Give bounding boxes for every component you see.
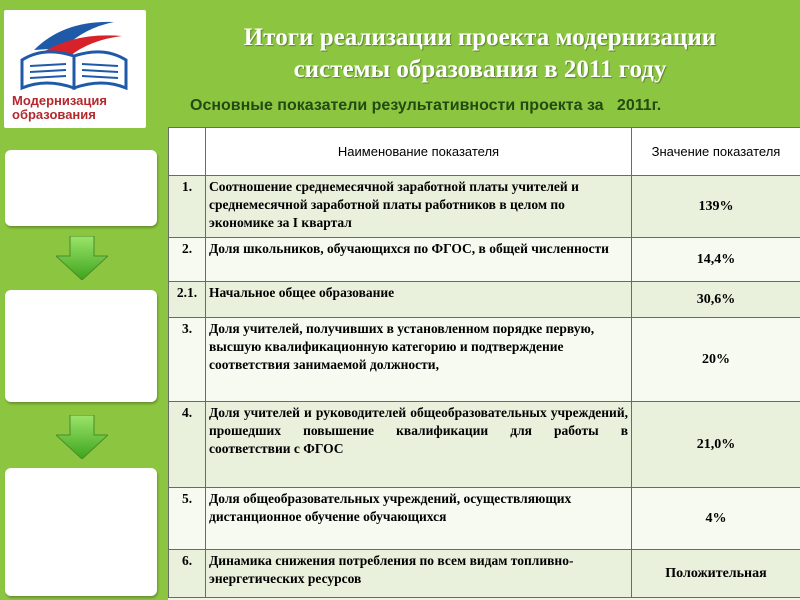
row-value: 30,6% — [632, 282, 800, 318]
table-row — [169, 176, 800, 238]
logo-text-line1: Модернизация — [12, 93, 107, 108]
row-name: Соотношение среднемесячной заработной платы учителей и среднемесячной заработной платы работников в целом по экономике за I квартал — [206, 176, 632, 238]
row-number: 2.1. — [169, 282, 206, 318]
row-name: Доля учителей, получивших в установленном порядке первую, высшую квалификационную категорию и подтверждение соответствия занимаемой должности, — [206, 318, 632, 402]
row-name-part2: соответствии с ФГОС — [209, 441, 344, 456]
table-row — [169, 488, 800, 550]
logo-text-line2: образования — [12, 107, 96, 122]
row-number: 1. — [169, 176, 206, 238]
row-name: Динамика снижения потребления по всем видам топливно-энергетических ресурсов — [206, 550, 632, 598]
down-arrow-icon — [56, 415, 108, 459]
row-name: Начальное общее образование — [206, 282, 632, 318]
row-value: 14,4% — [632, 238, 800, 282]
row-value: 139% — [632, 176, 800, 238]
header-value: Значение показателя — [632, 128, 800, 176]
indicators-table — [168, 127, 800, 598]
table-row — [169, 238, 800, 282]
row-number: 6. — [169, 550, 206, 598]
flow-box-1 — [5, 150, 157, 226]
row-value: 20% — [632, 318, 800, 402]
slide-subtitle: Основные показатели результативности проекта за 2011г. — [190, 97, 662, 114]
row-value: Положительная — [632, 550, 800, 598]
flow-box-3 — [5, 468, 157, 596]
row-name: Доля школьников, обучающихся по ФГОС, в общей численности — [206, 238, 632, 282]
row-number: 5. — [169, 488, 206, 550]
row-number: 4. — [169, 402, 206, 488]
row-name-part1: Доля учителей и руководителей общеобразовательных учреждений, прошедших повышение квалификации для работы в — [209, 405, 628, 438]
logo-text — [12, 94, 107, 122]
row-value: 21,0% — [632, 402, 800, 488]
title-line-1: Итоги реализации проекта модернизации — [243, 24, 717, 51]
row-value: 4% — [632, 488, 800, 550]
title-line-2: системы образования в 2011 году — [293, 56, 667, 83]
table-row — [169, 402, 800, 488]
table-header-row — [169, 128, 800, 176]
row-number: 2. — [169, 238, 206, 282]
table-row — [169, 550, 800, 598]
indicators-table-container — [168, 127, 800, 600]
header-number — [169, 128, 206, 176]
down-arrow-icon — [56, 236, 108, 280]
row-number: 3. — [169, 318, 206, 402]
row-name: Доля общеобразовательных учреждений, осуществляющих дистанционное обучение обучающихся — [206, 488, 632, 550]
flow-box-2 — [5, 290, 157, 402]
row-name — [206, 402, 632, 488]
table-row — [169, 282, 800, 318]
modernization-logo — [4, 10, 146, 128]
slide-title — [170, 22, 790, 86]
left-sidebar — [0, 0, 168, 600]
table-row — [169, 318, 800, 402]
header-name: Наименование показателя — [206, 128, 632, 176]
